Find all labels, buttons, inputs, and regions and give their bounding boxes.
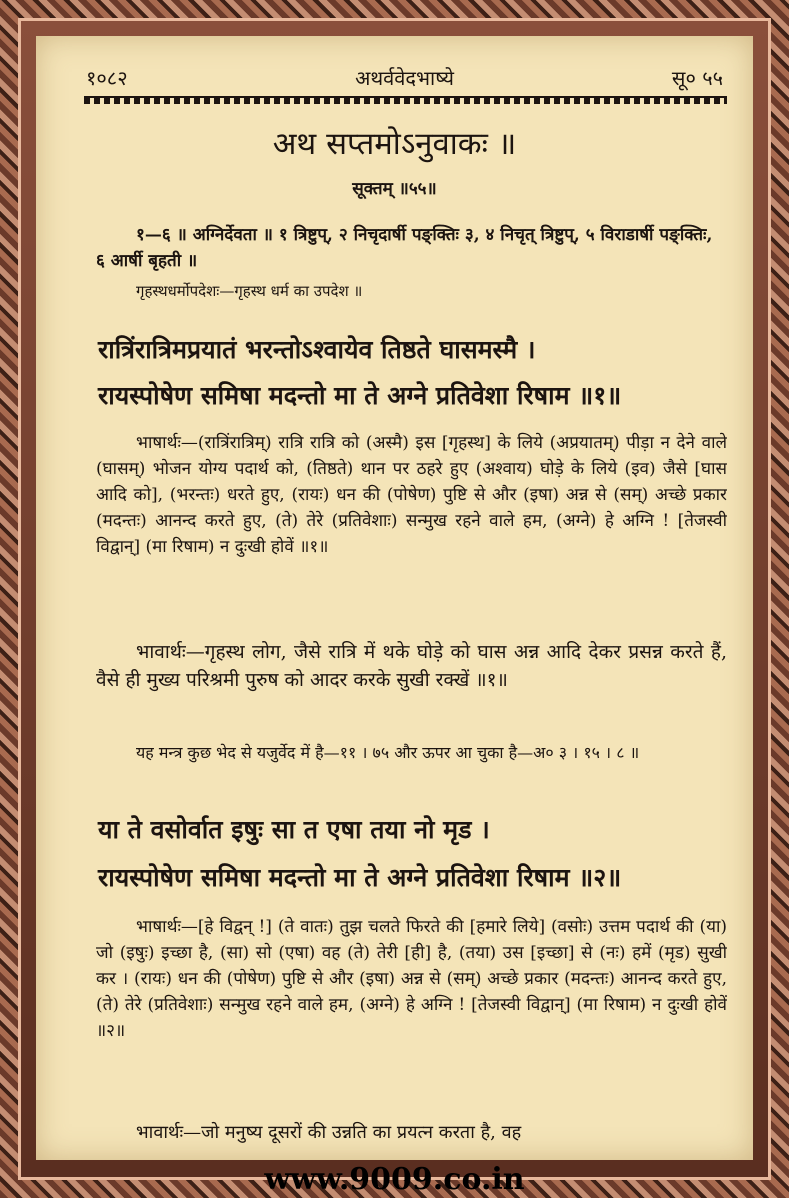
sukta-reference: सू० ५५ [671,66,723,90]
running-header [86,60,723,100]
mantra-2-line-2: रायस्पोषेण समिषा मदन्तो मा ते अग्ने प्रतिवेशा रिषाम ॥२॥ [98,863,622,892]
page [36,36,753,1160]
bhavarth-1: भावार्थः—गृहस्थ लोग, जैसे रात्रि में थके घोड़े को घास अन्न आदि देकर प्रसन्न करते हैं, वैसे ही मुख्य परिश्रमी पुरुष को आदर करके सुखी रक्खें ॥१॥ [96,641,727,691]
mantra-1-line-2: रायस्पोषेण समिषा मदन्तो मा ते अग्ने प्रतिवेशा रिषाम ॥१॥ [98,381,622,410]
header-rule [84,96,727,104]
devata-line: १—६ ॥ अग्निर्देवता ॥ १ त्रिष्टुप्, २ निचृदार्षी पङ्क्तिः ३, ४ निचृत् त्रिष्टुप्, ५ विराडार्षी पङ्क्तिः, ६ आर्षी बृहती ॥ [96,225,713,271]
sukta-title: सूक्तम् ॥५५॥ [352,179,437,199]
book-title: अथर्ववेदभाष्ये [355,66,454,90]
bhasharth-1: भाषार्थः—(रात्रिंरात्रिम्) रात्रि रात्रि को (अस्मै) इस [गृहस्थ] के लिये (अप्रयातम्) पीड़ा न देने वाले (घासम्) भोजन योग्य पदार्थ को, (तिष्ठते) थान पर ठहरे हुए (अश्वाय) घोड़े के लिये (इव) जैसे [घास आदि को], (भरन्तः) धरते हुए, (रायः) धन की (पोषेण) पुष्टि से और (इषा) अन्न से (सम्) अच्छे प्रकार (मदन्तः) आनन्द करते हुए, (ते) तेरे (प्रतिवेशाः) सन्मुख रहने वाले हम, (अग्ने) हे अग्नि ! [तेजस्वी विद्वान्] (मा रिषाम) न दुःखी होवें ॥१॥ [96,433,727,557]
reference-note: यह मन्त्र कुछ भेद से यजुर्वेद में है—११ । ७५ और ऊपर आ चुका है—अ० ३ । १५ । ८ ॥ [136,743,640,762]
chapter-title: अथ सप्तमोऽनुवाकः ॥ [272,126,517,162]
mantra-2-line-1: या ते वसोर्वात इषुः सा त एषा तया नो मृड । [98,815,490,844]
website-footer: www.9009.co.in [264,1162,525,1197]
page-number: १०८२ [86,66,128,90]
upadesh-line: गृहस्थधर्मोपदेशः—गृहस्थ धर्म का उपदेश ॥ [136,282,363,300]
bhasharth-2: भाषार्थः—[हे विद्वन् !] (ते वातः) तुझ चलते फिरते की [हमारे लिये] (वसोः) उत्तम पदार्थ की (या) जो (इषुः) इच्छा है, (सा) सो (एषा) वह (ते) तेरी [ही] है, (तया) उस [इच्छा] से (नः) हमें (मृड) सुखी कर । (रायः) धन की (पोषेण) पुष्टि से और (इषा) अन्न से (सम्) अच्छे प्रकार (मदन्तः) आनन्द करते हुए, (ते) तेरे (प्रतिवेशाः) सन्मुख रहने वाले हम, (अग्ने) हे अग्नि ! [तेजस्वी विद्वान्] (मा रिषाम) न दुःखी होवें ॥२॥ [96,917,727,1041]
mantra-1-line-1: रात्रिंरात्रिमप्रयातं भरन्तोऽश्वायेव तिष्ठते घासमस्मै । [98,335,536,364]
bhavarth-2: भावार्थः—जो मनुष्य दूसरों की उन्नति का प्रयत्न करता है, वह [136,1122,522,1143]
